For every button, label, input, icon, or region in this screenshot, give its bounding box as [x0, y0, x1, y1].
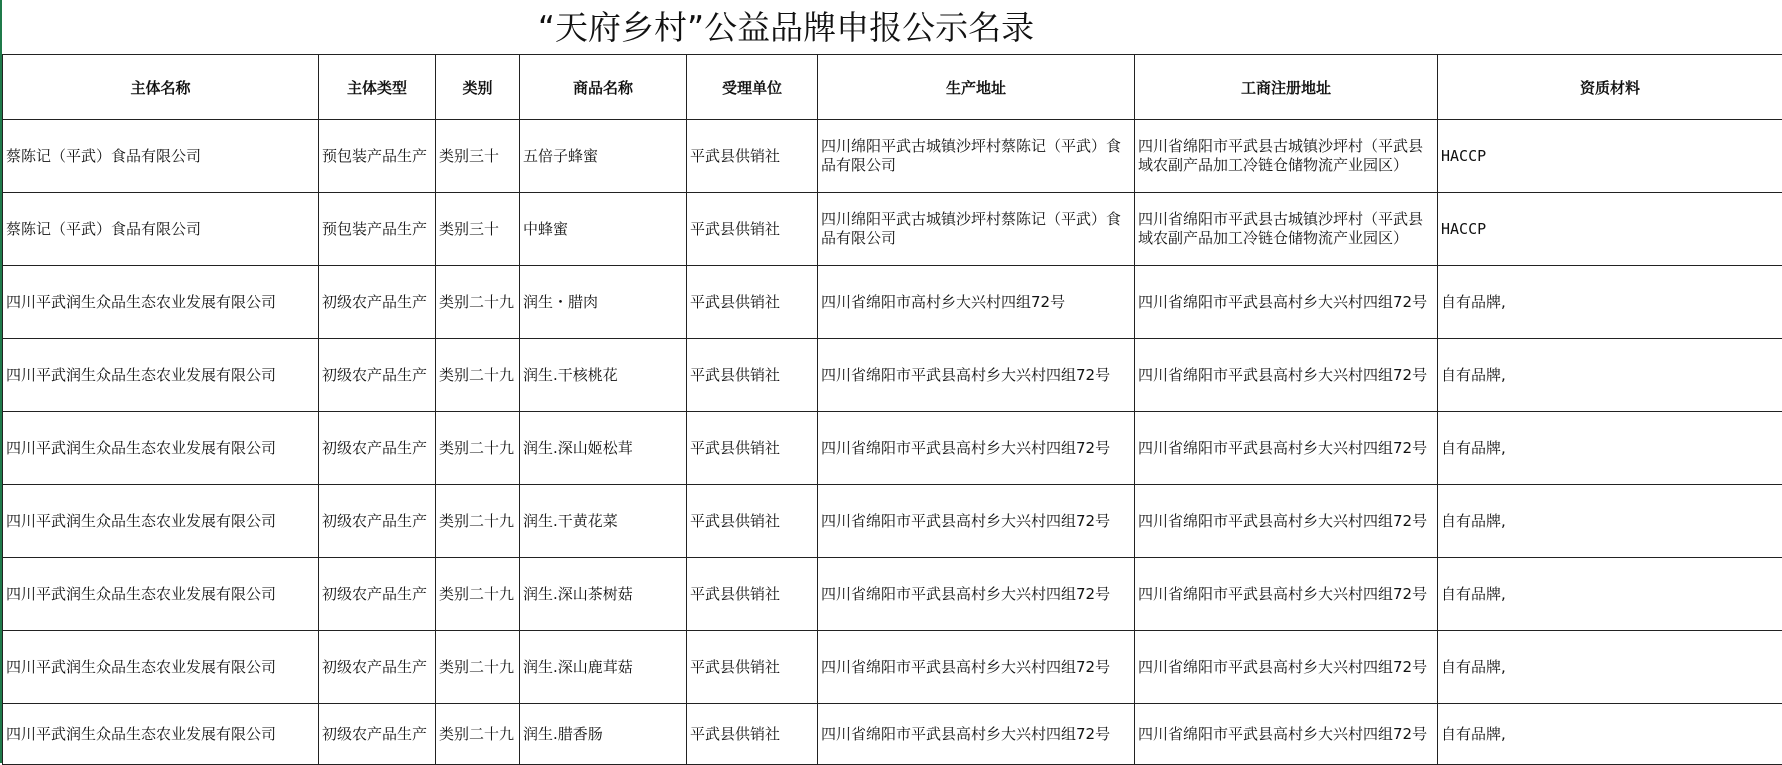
cell-qualification[interactable]: 自有品牌, [1438, 704, 1782, 765]
cell-production-address[interactable]: 四川省绵阳市平武县高村乡大兴村四组72号 [818, 704, 1135, 765]
cell-accepting-unit[interactable]: 平武县供销社 [687, 558, 818, 631]
cell-registered-address[interactable]: 四川省绵阳市平武县高村乡大兴村四组72号 [1135, 558, 1438, 631]
cell-product-name[interactable]: 润生.深山姬松茸 [520, 412, 687, 485]
cell-entity-type[interactable]: 初级农产品生产 [319, 558, 436, 631]
cell-entity-name[interactable]: 四川平武润生众品生态农业发展有限公司 [3, 266, 319, 339]
table-row [3, 339, 1782, 412]
table-row [3, 412, 1782, 485]
cell-registered-address[interactable]: 四川省绵阳市平武县高村乡大兴村四组72号 [1135, 704, 1438, 765]
cell-entity-type[interactable]: 初级农产品生产 [319, 485, 436, 558]
cell-entity-type[interactable]: 初级农产品生产 [319, 412, 436, 485]
cell-product-name[interactable]: 润生・腊肉 [520, 266, 687, 339]
cell-product-name[interactable]: 五倍子蜂蜜 [520, 120, 687, 193]
header-cell-entity-name[interactable]: 主体名称 [3, 55, 319, 120]
header-cell-accepting-unit[interactable]: 受理单位 [687, 55, 818, 120]
brand-list-table [2, 54, 1782, 765]
cell-product-name[interactable]: 中蜂蜜 [520, 193, 687, 266]
cell-entity-name[interactable]: 四川平武润生众品生态农业发展有限公司 [3, 485, 319, 558]
table-row [3, 485, 1782, 558]
table-row [3, 120, 1782, 193]
cell-accepting-unit[interactable]: 平武县供销社 [687, 485, 818, 558]
title-row [0, 0, 1782, 54]
cell-product-name[interactable]: 润生.深山茶树菇 [520, 558, 687, 631]
cell-production-address[interactable]: 四川省绵阳市平武县高村乡大兴村四组72号 [818, 412, 1135, 485]
sheet-title[interactable]: “天府乡村”公益品牌申报公示名录 [538, 11, 1034, 44]
cell-accepting-unit[interactable]: 平武县供销社 [687, 631, 818, 704]
cell-registered-address[interactable]: 四川省绵阳市平武县高村乡大兴村四组72号 [1135, 266, 1438, 339]
cell-registered-address[interactable]: 四川省绵阳市平武县高村乡大兴村四组72号 [1135, 339, 1438, 412]
cell-category[interactable]: 类别三十 [436, 193, 520, 266]
cell-accepting-unit[interactable]: 平武县供销社 [687, 704, 818, 765]
table-row [3, 193, 1782, 266]
cell-qualification[interactable]: 自有品牌, [1438, 266, 1782, 339]
cell-category[interactable]: 类别二十九 [436, 704, 520, 765]
cell-accepting-unit[interactable]: 平武县供销社 [687, 266, 818, 339]
cell-accepting-unit[interactable]: 平武县供销社 [687, 193, 818, 266]
cell-entity-name[interactable]: 四川平武润生众品生态农业发展有限公司 [3, 412, 319, 485]
cell-product-name[interactable]: 润生.干黄花菜 [520, 485, 687, 558]
header-cell-production-address[interactable]: 生产地址 [818, 55, 1135, 120]
cell-entity-name[interactable]: 四川平武润生众品生态农业发展有限公司 [3, 704, 319, 765]
cell-category[interactable]: 类别二十九 [436, 631, 520, 704]
cell-product-name[interactable]: 润生.干核桃花 [520, 339, 687, 412]
cell-qualification[interactable]: 自有品牌, [1438, 485, 1782, 558]
table-row [3, 266, 1782, 339]
header-cell-entity-type[interactable]: 主体类型 [319, 55, 436, 120]
cell-qualification[interactable]: 自有品牌, [1438, 412, 1782, 485]
cell-entity-type[interactable]: 初级农产品生产 [319, 704, 436, 765]
cell-qualification[interactable]: 自有品牌, [1438, 339, 1782, 412]
cell-registered-address[interactable]: 四川省绵阳市平武县古城镇沙坪村（平武县域农副产品加工冷链仓储物流产业园区） [1135, 193, 1438, 266]
cell-entity-name[interactable]: 蔡陈记（平武）食品有限公司 [3, 120, 319, 193]
cell-qualification[interactable]: 自有品牌, [1438, 558, 1782, 631]
cell-registered-address[interactable]: 四川省绵阳市平武县高村乡大兴村四组72号 [1135, 412, 1438, 485]
table-row [3, 704, 1782, 765]
cell-accepting-unit[interactable]: 平武县供销社 [687, 120, 818, 193]
cell-entity-name[interactable]: 四川平武润生众品生态农业发展有限公司 [3, 631, 319, 704]
cell-production-address[interactable]: 四川省绵阳市平武县高村乡大兴村四组72号 [818, 339, 1135, 412]
cell-production-address[interactable]: 四川省绵阳市平武县高村乡大兴村四组72号 [818, 631, 1135, 704]
table-row [3, 631, 1782, 704]
cell-production-address[interactable]: 四川省绵阳市平武县高村乡大兴村四组72号 [818, 558, 1135, 631]
cell-product-name[interactable]: 润生.腊香肠 [520, 704, 687, 765]
cell-entity-name[interactable]: 四川平武润生众品生态农业发展有限公司 [3, 339, 319, 412]
header-row [3, 55, 1782, 120]
cell-entity-type[interactable]: 预包装产品生产 [319, 120, 436, 193]
header-cell-registered-address[interactable]: 工商注册地址 [1135, 55, 1438, 120]
cell-production-address[interactable]: 四川省绵阳市平武县高村乡大兴村四组72号 [818, 485, 1135, 558]
cell-product-name[interactable]: 润生.深山鹿茸菇 [520, 631, 687, 704]
cell-entity-type[interactable]: 初级农产品生产 [319, 631, 436, 704]
cell-category[interactable]: 类别二十九 [436, 266, 520, 339]
cell-category[interactable]: 类别三十 [436, 120, 520, 193]
table-row [3, 558, 1782, 631]
cell-production-address[interactable]: 四川绵阳平武古城镇沙坪村蔡陈记（平武）食品有限公司 [818, 120, 1135, 193]
cell-category[interactable]: 类别二十九 [436, 412, 520, 485]
cell-production-address[interactable]: 四川省绵阳市高村乡大兴村四组72号 [818, 266, 1135, 339]
cell-qualification[interactable]: 自有品牌, [1438, 631, 1782, 704]
header-cell-category[interactable]: 类别 [436, 55, 520, 120]
cell-production-address[interactable]: 四川绵阳平武古城镇沙坪村蔡陈记（平武）食品有限公司 [818, 193, 1135, 266]
cell-entity-name[interactable]: 四川平武润生众品生态农业发展有限公司 [3, 558, 319, 631]
cell-category[interactable]: 类别二十九 [436, 339, 520, 412]
cell-registered-address[interactable]: 四川省绵阳市平武县古城镇沙坪村（平武县域农副产品加工冷链仓储物流产业园区） [1135, 120, 1438, 193]
cell-entity-name[interactable]: 蔡陈记（平武）食品有限公司 [3, 193, 319, 266]
cell-entity-type[interactable]: 初级农产品生产 [319, 339, 436, 412]
cell-registered-address[interactable]: 四川省绵阳市平武县高村乡大兴村四组72号 [1135, 485, 1438, 558]
header-cell-product-name[interactable]: 商品名称 [520, 55, 687, 120]
cell-category[interactable]: 类别二十九 [436, 558, 520, 631]
cell-entity-type[interactable]: 初级农产品生产 [319, 266, 436, 339]
cell-category[interactable]: 类别二十九 [436, 485, 520, 558]
cell-qualification[interactable]: HACCP [1438, 120, 1782, 193]
cell-registered-address[interactable]: 四川省绵阳市平武县高村乡大兴村四组72号 [1135, 631, 1438, 704]
cell-accepting-unit[interactable]: 平武县供销社 [687, 412, 818, 485]
cell-entity-type[interactable]: 预包装产品生产 [319, 193, 436, 266]
cell-qualification[interactable]: HACCP [1438, 193, 1782, 266]
header-cell-qualification[interactable]: 资质材料 [1438, 55, 1782, 120]
cell-accepting-unit[interactable]: 平武县供销社 [687, 339, 818, 412]
